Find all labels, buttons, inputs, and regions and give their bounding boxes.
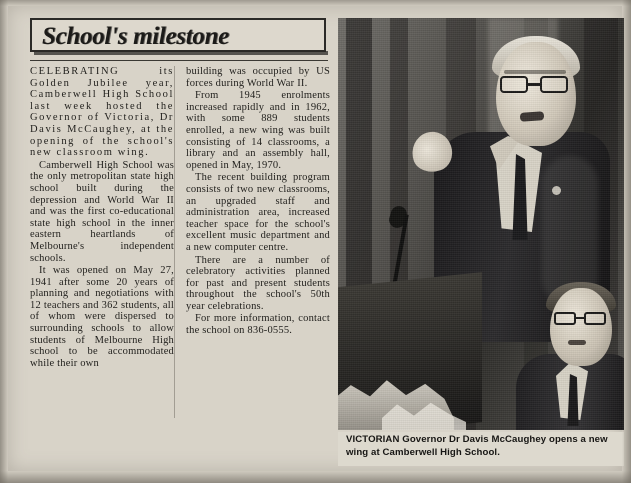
page-title: School's milestone [42,23,229,50]
paragraph: building was occupied by US forces during World War II. [186,66,330,89]
scan-edge-left [0,0,8,483]
paragraph: It was opened on May 27, 1941 after some 20 years of planning and negotiations with 12 teachers and 362 students, all of whom were dispersed to surrounding schools to allow students of Melbourne High school to be accommodated while their own [30,265,174,369]
paragraph: From 1945 enrolments increased rapidly and in 1962, with some 889 students enrolled, a new wing was built consisting of 14 classrooms, a library and an assembly hall, opened in May, 1970. [186,90,330,171]
headline-box [30,18,326,52]
lens-right [584,312,606,325]
face [496,42,576,146]
article-body [30,66,330,426]
paragraph: There are a number of celebratory activities planned for past and present students throughout the school's 50th year celebrations. [186,254,330,312]
clipping-paper [8,6,622,471]
governor-speaking-photo [338,18,624,430]
scan-edge-right [622,0,631,483]
caption-text: VICTORIAN Governor Dr Davis McCaughey opens a new wing at Camberwell High School. [346,434,608,458]
glasses-bridge [576,317,584,319]
article-column-1 [30,66,174,426]
eyeglasses-icon [500,76,574,94]
header-rule [30,60,328,61]
lapel-badge [552,186,561,195]
lens-left [554,312,576,325]
paragraph [30,66,174,159]
scan-edge-bottom [0,471,631,483]
seated-man-figure [516,282,624,430]
brow-shadow [504,70,566,74]
mouth [520,111,545,122]
mouth [568,340,586,345]
lead-text: CELEBRATING its Golden Jubilee year, Camberwell High School last week hosted the Governor of Victoria, Dr Davis McCaughey, at the opening of the school's new classroom wing. [30,66,174,159]
paragraph: The recent building program consists of two new classrooms, an upgraded staff and administration area, increased teacher space for the school's excellent music department and a new computer centre. [186,172,330,253]
eyeglasses-icon [554,312,610,326]
glasses-bridge [528,83,540,86]
paragraph: Camberwell High School was the only metropolitan state high school built during the depression and World War II and was the first co-educational state high school in the inner eastern heartlands of Melbourne's independent schools. [30,159,174,264]
lens-right [540,76,568,93]
lens-left [500,76,528,93]
face [550,288,612,366]
photo-caption [338,432,624,466]
paragraph: For more information, contact the school on 836-0555. [186,313,330,337]
scan-edge-top [0,0,631,6]
article-column-2 [186,66,330,426]
column-divider [174,66,175,418]
